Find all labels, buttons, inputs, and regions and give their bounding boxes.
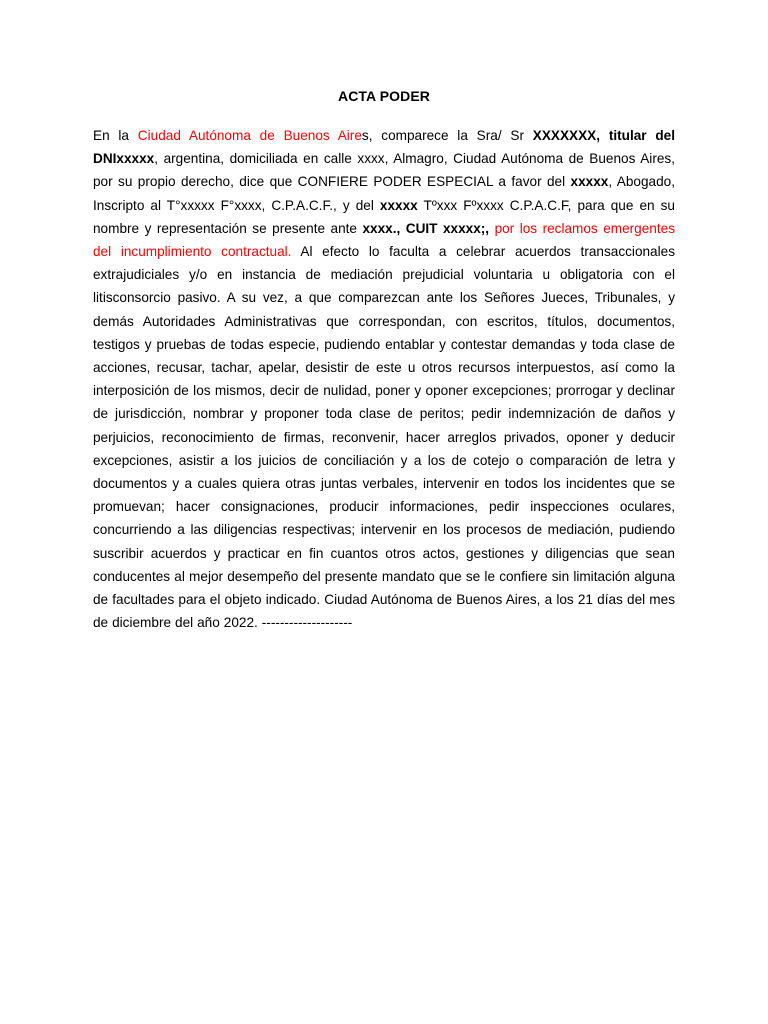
highlighted-location: Ciudad Autónoma de Buenos Aire — [137, 128, 362, 143]
highlighted-claim: por los reclamos emergentes del incumplimiento contractual. — [93, 220, 675, 260]
body-segment: , argentina, domiciliada en calle xxxx, Almagro, Ciudad Autónoma de Buenos Aires, por su propio derecho, dice que CONFIERE PODER ESPECIAL a favor del — [93, 151, 675, 190]
document-body — [93, 124, 675, 634]
document-title: ACTA PODER — [338, 88, 430, 104]
body-segment: , Abogado, Inscripto al T°xxxxx F°xxxx, C.P.A.C.F., y del — [93, 174, 675, 213]
body-segment: Tºxxx Fºxxxx C.P.A.C.F, para que en su nombre y representación se presente ante — [93, 197, 675, 236]
body-segment: Al efecto lo faculta a celebrar acuerdos transaccionales extrajudiciales y/o en instancia de mediación prejudicial voluntaria u obligatoria con el litisconsorcio pasivo. A su vez, a que comparezcan ante los Señores Jueces, Tribunales, y demás Autoridades Administrativas que correspondan, con escritos, títulos, documentos, testigos y pruebas de todas especie, pudiendo entablar y contestar demandas y toda clase de acciones, recusar, tachar, apelar, desistir de este u otros recursos interpuestos, así como la interposición de los mismos, decir de nulidad, poner y oponer excepciones; prorrogar y declinar de jurisdicción, nombrar y proponer toda clase de peritos; pedir indemnización de daños y perjuicios, reconocimiento de firmas, reconvenir, hacer arreglos privados, oponer y deducir excepciones, asistir a los juicios de conciliación y a los de cotejo o comparación de letra y documentos y a cuales quiera otras juntas verbales, intervenir en todos los incidentes que se promuevan; hacer consignaciones, producir informaciones, pedir inspecciones oculares, concurriendo a las diligencias respectivas; intervenir en los procesos de mediación, pudiendo suscribir acuerdos y practicar en fin cuantos otros actos, gestiones y diligencias que sean conducentes al mejor desempeño del presente mandato que se le confiere sin limitación alguna de facultades para el objeto indicado. Ciudad Autónoma de Buenos Aires, a los 21 días del mes de diciembre del año 2022. -------------------- — [93, 244, 675, 631]
body-segment: s, comparece la Sra/ Sr — [361, 128, 533, 143]
grantor-identity: XXXXXXX, titular del DNIxxxxx — [93, 128, 676, 167]
counterparty-cuit: xxxx., CUIT xxxxx;, — [362, 220, 490, 236]
body-segment: En la — [93, 128, 138, 143]
attorney-name: xxxxx — [570, 174, 609, 190]
second-attorney-name: xxxxx — [379, 197, 418, 213]
